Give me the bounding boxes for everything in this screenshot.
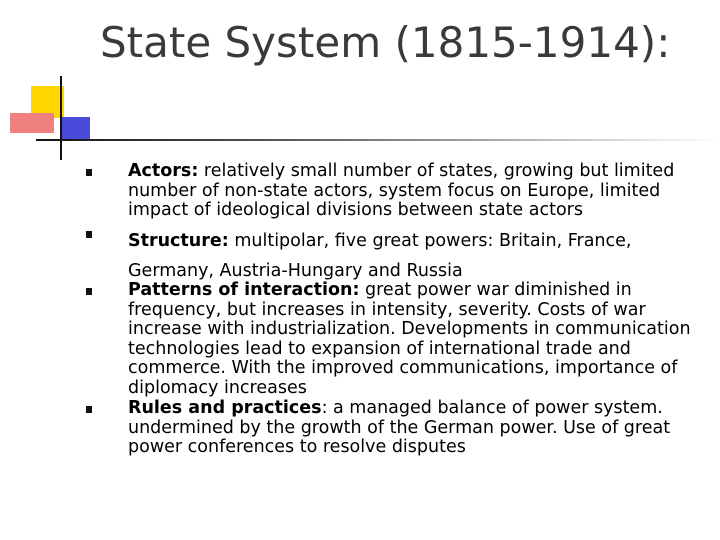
slide-title: State System (1815-1914):: [100, 18, 671, 67]
bullet-term: Structure:: [128, 231, 229, 251]
bullet-item-actors: [128, 162, 694, 221]
bullet-item-patterns-of-interaction: [128, 281, 694, 398]
square-bullet-icon: [86, 288, 92, 295]
bullet-text: multipolar, five great powers: Britain, France, Germany, Austria-Hungary and Russia: [128, 231, 632, 281]
bullet-text: relatively small number of states, growing but limited number of non-state actors, system focus on Europe, limited impact of ideological divisions between state actors: [128, 161, 675, 220]
square-bullet-icon: [86, 406, 92, 413]
bullet-term: Rules and practices: [128, 398, 322, 418]
square-bullet-icon: [86, 231, 92, 238]
bullet-item-rules-and-practices: [128, 399, 694, 458]
bullet-term: Patterns of interaction:: [128, 280, 360, 300]
bullet-item-structure: [128, 226, 694, 286]
square-bullet-icon: [86, 169, 92, 176]
bullet-text: great power war diminished in frequency, but increases in intensity, severity. Costs of war increase with industrialization. Developments in communication technologies lead to expansion of international trade and commerce. With the improved communications, importance of diplomacy increases: [128, 280, 691, 398]
bullet-text: : a managed balance of power system. undermined by the growth of the German power. Use of great power conferences to resolve disputes: [128, 398, 671, 457]
bullet-term: Actors:: [128, 161, 199, 181]
